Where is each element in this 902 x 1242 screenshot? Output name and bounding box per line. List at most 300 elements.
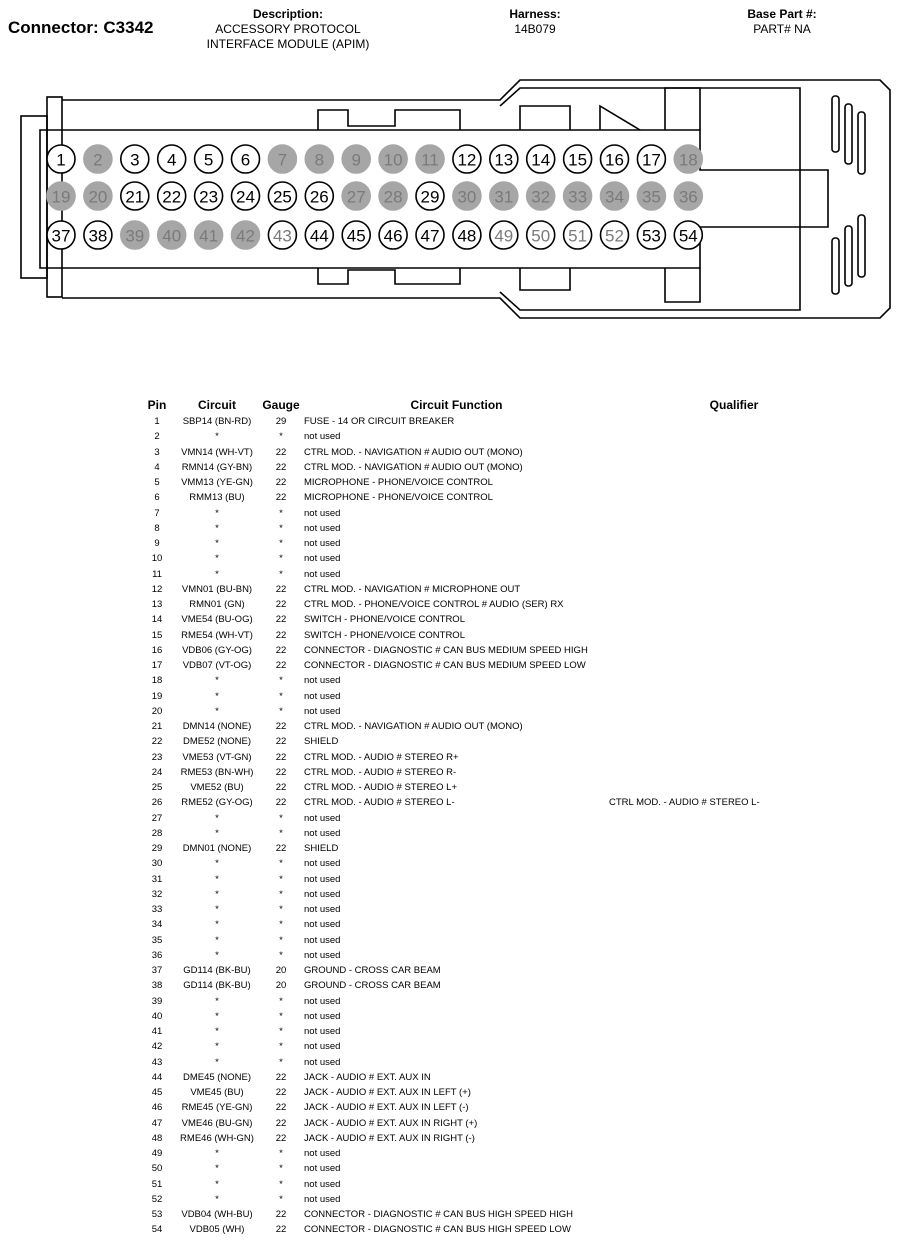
row-function: not used: [304, 904, 341, 915]
row-circuit: RME54 (WH-VT): [181, 629, 253, 641]
pin-number: 15: [568, 150, 588, 170]
row-function: not used: [304, 568, 341, 580]
pin-44: [305, 221, 333, 249]
row-gauge: *: [279, 873, 283, 885]
table-row: [140, 506, 859, 521]
row-function: not used: [304, 1193, 341, 1205]
table-row: [140, 933, 859, 948]
pin-8: [305, 145, 333, 173]
row-gauge: *: [279, 1148, 283, 1159]
table-row: [140, 475, 859, 490]
row-function: CTRL MOD. - AUDIO # STEREO L+: [304, 782, 457, 793]
row-function: not used: [304, 1178, 341, 1190]
row-pin: 34: [151, 919, 163, 931]
row-gauge: 22: [275, 751, 287, 763]
description-line-2: INTERFACE MODULE (APIM): [206, 37, 370, 51]
row-gauge: *: [279, 827, 283, 839]
row-pin: 45: [151, 1087, 163, 1098]
row-pin: 13: [151, 599, 163, 610]
pin-12: [453, 145, 481, 173]
table-row: [140, 582, 859, 597]
pin-number: 20: [88, 187, 108, 207]
row-pin: 18: [151, 675, 163, 687]
row-qualifier: [609, 1009, 859, 1024]
row-qualifier: [609, 567, 859, 582]
pin-32: [527, 182, 555, 210]
base-part-block: [712, 7, 852, 37]
row-function: JACK - AUDIO # EXT. AUX IN: [304, 1071, 431, 1083]
row-pin: 5: [154, 477, 160, 488]
row-pin: 1: [154, 416, 160, 427]
row-circuit: DMN14 (NONE): [182, 721, 252, 732]
row-qualifier: [609, 628, 859, 643]
pin-7: [268, 145, 296, 173]
pin-16: [601, 145, 629, 173]
row-function: CTRL MOD. - AUDIO # STEREO R-: [304, 766, 457, 778]
top-key: [318, 110, 460, 130]
pin-number: 5: [203, 150, 214, 170]
row-gauge: 22: [275, 1071, 287, 1083]
pin-11: [416, 145, 444, 173]
row-qualifier: [609, 597, 859, 612]
pin-3: [121, 145, 149, 173]
pin-number: 33: [568, 187, 588, 207]
table-row: [140, 414, 859, 429]
row-gauge: 22: [275, 614, 287, 626]
pin-number: 26: [309, 187, 329, 207]
pin-number: 52: [605, 226, 624, 246]
pin-table: [140, 396, 859, 1238]
row-circuit: *: [215, 553, 219, 565]
pin-31: [490, 182, 518, 210]
row-pin: 16: [151, 644, 163, 656]
pin-1: [47, 145, 75, 173]
row-pin: 30: [151, 858, 163, 870]
row-pin: 20: [151, 705, 163, 717]
pin-number: 10: [383, 150, 403, 170]
row-function: CONNECTOR - DIAGNOSTIC # CAN BUS HIGH SPEED LOW: [304, 1224, 571, 1236]
pin-number: 1: [56, 150, 66, 170]
pin-number: 21: [125, 187, 145, 207]
row-circuit: VME52 (BU): [190, 782, 244, 793]
pin-54: [674, 221, 702, 249]
row-qualifier: [609, 1146, 859, 1161]
row-function: CONNECTOR - DIAGNOSTIC # CAN BUS MEDIUM SPEED HIGH: [304, 644, 588, 656]
pin-number: 36: [678, 187, 698, 207]
row-circuit: *: [215, 949, 219, 961]
row-pin: 49: [151, 1148, 163, 1159]
row-pin: 11: [152, 568, 162, 580]
pin-15: [564, 145, 592, 173]
row-qualifier: [609, 1055, 859, 1070]
row-gauge: *: [279, 904, 283, 915]
pin-25: [268, 182, 296, 210]
row-qualifier: [609, 475, 859, 490]
slot-5: [845, 226, 852, 286]
row-pin: 31: [151, 873, 163, 885]
row-qualifier: [609, 841, 859, 856]
row-gauge: *: [279, 1178, 283, 1190]
row-qualifier: [609, 582, 859, 597]
row-circuit: *: [215, 995, 219, 1007]
row-circuit: VDB06 (GY-OG): [182, 644, 252, 656]
row-circuit: *: [215, 1026, 219, 1037]
row-function: FUSE - 14 OR CIRCUIT BREAKER: [304, 416, 455, 427]
row-gauge: 22: [275, 492, 287, 504]
row-circuit: VME46 (BU-GN): [181, 1117, 253, 1129]
table-row: [140, 841, 859, 856]
row-gauge: *: [279, 919, 283, 931]
table-row: [140, 948, 859, 963]
slot-1: [832, 96, 839, 152]
row-circuit: RMN14 (GY-BN): [181, 461, 253, 473]
table-row: [140, 567, 859, 582]
row-circuit: *: [215, 568, 219, 580]
row-circuit: VDB07 (VT-OG): [182, 660, 252, 671]
pin-10: [379, 145, 407, 173]
table-row: [140, 490, 859, 505]
pin-number: 27: [346, 187, 366, 207]
row-qualifier: [609, 719, 859, 734]
pin-17: [637, 145, 665, 173]
row-pin: 23: [151, 751, 163, 763]
row-circuit: VDB05 (WH): [189, 1224, 245, 1236]
pin-30: [453, 182, 481, 210]
pin-18: [674, 145, 702, 173]
row-gauge: 20: [275, 965, 287, 976]
row-gauge: 22: [275, 1132, 287, 1144]
pin-number: 2: [93, 150, 103, 170]
pin-number: 40: [162, 226, 182, 246]
pin-46: [379, 221, 407, 249]
pin-33: [564, 182, 592, 210]
pin-29: [416, 182, 444, 210]
row-gauge: *: [279, 995, 283, 1007]
pin-number: 3: [130, 150, 140, 170]
pin-number: 18: [678, 150, 698, 170]
row-qualifier: [609, 994, 859, 1009]
row-pin: 12: [151, 583, 163, 595]
row-gauge: 22: [275, 477, 287, 488]
row-function: CONNECTOR - DIAGNOSTIC # CAN BUS MEDIUM SPEED LOW: [304, 660, 586, 671]
row-gauge: *: [279, 431, 283, 443]
pin-19: [47, 182, 75, 210]
row-function: not used: [304, 1056, 341, 1068]
row-gauge: 22: [275, 797, 287, 809]
row-gauge: *: [279, 949, 283, 961]
table-row: [140, 1161, 859, 1176]
pin-2: [84, 145, 112, 173]
row-gauge: 22: [275, 782, 287, 793]
row-pin: 25: [151, 782, 163, 793]
row-qualifier: [609, 521, 859, 536]
row-qualifier: [609, 1161, 859, 1176]
row-gauge: *: [279, 1163, 283, 1175]
pin-40: [158, 221, 186, 249]
table-row: [140, 612, 859, 627]
row-circuit: *: [215, 919, 219, 931]
pin-34: [601, 182, 629, 210]
table-row: [140, 1192, 859, 1207]
row-function: not used: [304, 812, 341, 824]
row-circuit: *: [215, 1148, 219, 1159]
row-function: not used: [304, 949, 341, 961]
connector-diagram: [0, 70, 902, 330]
pin-number: 47: [420, 226, 440, 246]
pin-27: [342, 182, 370, 210]
row-qualifier: [609, 780, 859, 795]
row-gauge: *: [279, 1041, 283, 1053]
pin-26: [305, 182, 333, 210]
row-gauge: *: [279, 858, 283, 870]
row-qualifier: [609, 933, 859, 948]
pin-5: [195, 145, 223, 173]
pin-layer: [47, 145, 702, 249]
slot-4: [858, 215, 865, 277]
pin-47: [416, 221, 444, 249]
row-gauge: *: [279, 1026, 283, 1037]
row-pin: 3: [154, 446, 160, 458]
row-qualifier: [609, 612, 859, 627]
pin-45: [342, 221, 370, 249]
harness-label: Harness:: [509, 7, 561, 21]
row-pin: 50: [151, 1163, 163, 1175]
row-pin: 47: [151, 1117, 163, 1129]
row-qualifier: [609, 429, 859, 444]
pin-43: [268, 221, 296, 249]
row-function: SWITCH - PHONE/VOICE CONTROL: [304, 614, 465, 626]
row-gauge: 22: [275, 446, 287, 458]
row-gauge: 22: [275, 721, 287, 732]
row-pin: 42: [151, 1041, 163, 1053]
row-qualifier: [609, 811, 859, 826]
table-row: [140, 719, 859, 734]
row-qualifier: [609, 1177, 859, 1192]
pin-number: 48: [457, 226, 477, 246]
pin-number: 44: [309, 226, 329, 246]
row-qualifier: [609, 460, 859, 475]
row-gauge: 22: [275, 660, 287, 671]
row-qualifier: [609, 1039, 859, 1054]
table-row: [140, 445, 859, 460]
row-pin: 22: [151, 736, 163, 748]
pin-number: 29: [420, 187, 440, 207]
table-row: [140, 917, 859, 932]
row-qualifier: [609, 1085, 859, 1100]
row-function: not used: [304, 553, 341, 565]
row-gauge: 22: [275, 1209, 287, 1220]
pin-number: 34: [605, 187, 624, 207]
row-pin: 2: [154, 431, 160, 443]
pin-36: [674, 182, 702, 210]
row-gauge: 22: [275, 843, 287, 854]
pin-number: 43: [272, 226, 292, 246]
row-function: not used: [304, 934, 341, 946]
row-qualifier: [609, 750, 859, 765]
table-row: [140, 704, 859, 719]
pin-4: [158, 145, 186, 173]
pin-number: 17: [641, 150, 661, 170]
row-function: SWITCH - PHONE/VOICE CONTROL: [304, 629, 465, 641]
row-pin: 21: [151, 721, 163, 732]
table-row: [140, 826, 859, 841]
table-row: [140, 1024, 859, 1039]
table-row: [140, 1085, 859, 1100]
base-part-value: PART# NA: [753, 22, 811, 36]
table-row: [140, 460, 859, 475]
table-row: [140, 963, 859, 978]
row-function: not used: [304, 538, 341, 549]
row-pin: 38: [151, 980, 163, 992]
row-function: CTRL MOD. - NAVIGATION # AUDIO OUT (MONO): [304, 721, 523, 732]
row-function: MICROPHONE - PHONE/VOICE CONTROL: [304, 477, 493, 488]
table-row: [140, 1177, 859, 1192]
pin-28: [379, 182, 407, 210]
row-circuit: GD114 (BK-BU): [183, 965, 251, 976]
row-gauge: 20: [275, 980, 287, 992]
row-function: not used: [304, 522, 341, 534]
row-qualifier: [609, 826, 859, 841]
pin-number: 7: [277, 150, 288, 170]
row-gauge: *: [279, 888, 283, 900]
row-circuit: *: [215, 873, 219, 885]
row-circuit: DME52 (NONE): [182, 736, 252, 748]
row-circuit: RME53 (BN-WH): [180, 766, 254, 778]
header-function: Circuit Function: [410, 398, 503, 412]
row-circuit: *: [215, 1056, 219, 1068]
row-gauge: *: [279, 934, 283, 946]
row-gauge: *: [279, 1010, 283, 1022]
table-row: [140, 765, 859, 780]
table-row: [140, 856, 859, 871]
pin-37: [47, 221, 75, 249]
row-qualifier: [609, 414, 859, 429]
row-circuit: VMN01 (BU-BN): [181, 583, 253, 595]
row-qualifier: [609, 658, 859, 673]
row-qualifier: [609, 490, 859, 505]
row-function: not used: [304, 873, 341, 885]
pin-number: 46: [383, 226, 403, 246]
row-function: JACK - AUDIO # EXT. AUX IN LEFT (-): [304, 1102, 469, 1114]
top-notch-1: [520, 106, 570, 130]
row-pin: 40: [151, 1010, 163, 1022]
pin-number: 54: [678, 226, 698, 246]
row-function: not used: [304, 705, 341, 717]
row-qualifier: [609, 1100, 859, 1115]
row-pin: 9: [154, 538, 160, 549]
row-circuit: *: [215, 507, 219, 519]
row-pin: 54: [151, 1224, 163, 1236]
row-pin: 10: [151, 553, 163, 565]
row-pin: 28: [151, 827, 163, 839]
description-line-1: ACCESSORY PROTOCOL: [215, 22, 361, 36]
row-pin: 44: [151, 1071, 163, 1083]
row-function: CTRL MOD. - NAVIGATION # AUDIO OUT (MONO): [304, 446, 523, 458]
row-function: not used: [304, 1026, 341, 1037]
row-circuit: *: [215, 858, 219, 870]
pin-49: [490, 221, 518, 249]
bottom-notch: [520, 268, 570, 290]
row-pin: 26: [151, 797, 163, 809]
row-function: not used: [304, 675, 341, 687]
row-circuit: RME45 (YE-GN): [181, 1102, 253, 1114]
table-row: [140, 902, 859, 917]
row-circuit: VME54 (BU-OG): [181, 614, 253, 626]
row-qualifier: [609, 1131, 859, 1146]
row-function: CTRL MOD. - PHONE/VOICE CONTROL # AUDIO (SER) RX: [304, 599, 564, 610]
pin-24: [232, 182, 260, 210]
row-function: not used: [304, 1148, 341, 1159]
row-gauge: 22: [275, 1117, 287, 1129]
row-qualifier: [609, 765, 859, 780]
row-pin: 37: [151, 965, 163, 976]
row-function: CTRL MOD. - NAVIGATION # AUDIO OUT (MONO): [304, 461, 523, 473]
row-circuit: *: [215, 812, 219, 824]
row-pin: 24: [151, 766, 163, 778]
base-part-label: Base Part #:: [747, 7, 817, 21]
row-qualifier: [609, 1207, 859, 1222]
row-function: JACK - AUDIO # EXT. AUX IN RIGHT (-): [304, 1132, 475, 1144]
pin-number: 32: [531, 187, 551, 207]
pin-number: 38: [88, 226, 108, 246]
header-gauge: Gauge: [262, 398, 300, 412]
table-row: [140, 1039, 859, 1054]
row-gauge: *: [279, 522, 283, 534]
row-gauge: *: [279, 705, 283, 717]
row-circuit: *: [215, 522, 219, 534]
row-function: CTRL MOD. - AUDIO # STEREO L-: [304, 797, 455, 809]
pin-6: [232, 145, 260, 173]
row-pin: 48: [151, 1132, 163, 1144]
table-row: [140, 1055, 859, 1070]
table-row: [140, 1116, 859, 1131]
row-circuit: DMN01 (NONE): [182, 843, 252, 854]
row-pin: 6: [154, 492, 160, 504]
row-pin: 7: [154, 507, 160, 519]
row-qualifier: [609, 536, 859, 551]
row-function: CONNECTOR - DIAGNOSTIC # CAN BUS HIGH SPEED HIGH: [304, 1209, 574, 1220]
connector-title: Connector: C3342: [8, 18, 154, 37]
row-function: not used: [304, 1163, 341, 1175]
row-gauge: 22: [275, 629, 287, 641]
row-function: SHIELD: [304, 736, 339, 748]
row-circuit: *: [215, 888, 219, 900]
pin-number: 50: [531, 226, 551, 246]
row-pin: 17: [151, 660, 163, 671]
row-gauge: 22: [275, 461, 287, 473]
row-function: not used: [304, 431, 341, 443]
pin-number: 45: [346, 226, 366, 246]
table-row: [140, 1207, 859, 1222]
pin-39: [121, 221, 149, 249]
pin-number: 35: [641, 187, 661, 207]
row-gauge: 22: [275, 766, 287, 778]
row-qualifier: [609, 963, 859, 978]
row-qualifier: [609, 1024, 859, 1039]
table-row: [140, 1222, 859, 1237]
row-qualifier: [609, 673, 859, 688]
row-function: not used: [304, 507, 341, 519]
pin-20: [84, 182, 112, 210]
row-gauge: 22: [275, 583, 287, 595]
table-row: [140, 994, 859, 1009]
pin-52: [601, 221, 629, 249]
table-row: [140, 658, 859, 673]
pin-21: [121, 182, 149, 210]
row-qualifier: [609, 643, 859, 658]
row-function: not used: [304, 888, 341, 900]
row-gauge: *: [279, 675, 283, 687]
